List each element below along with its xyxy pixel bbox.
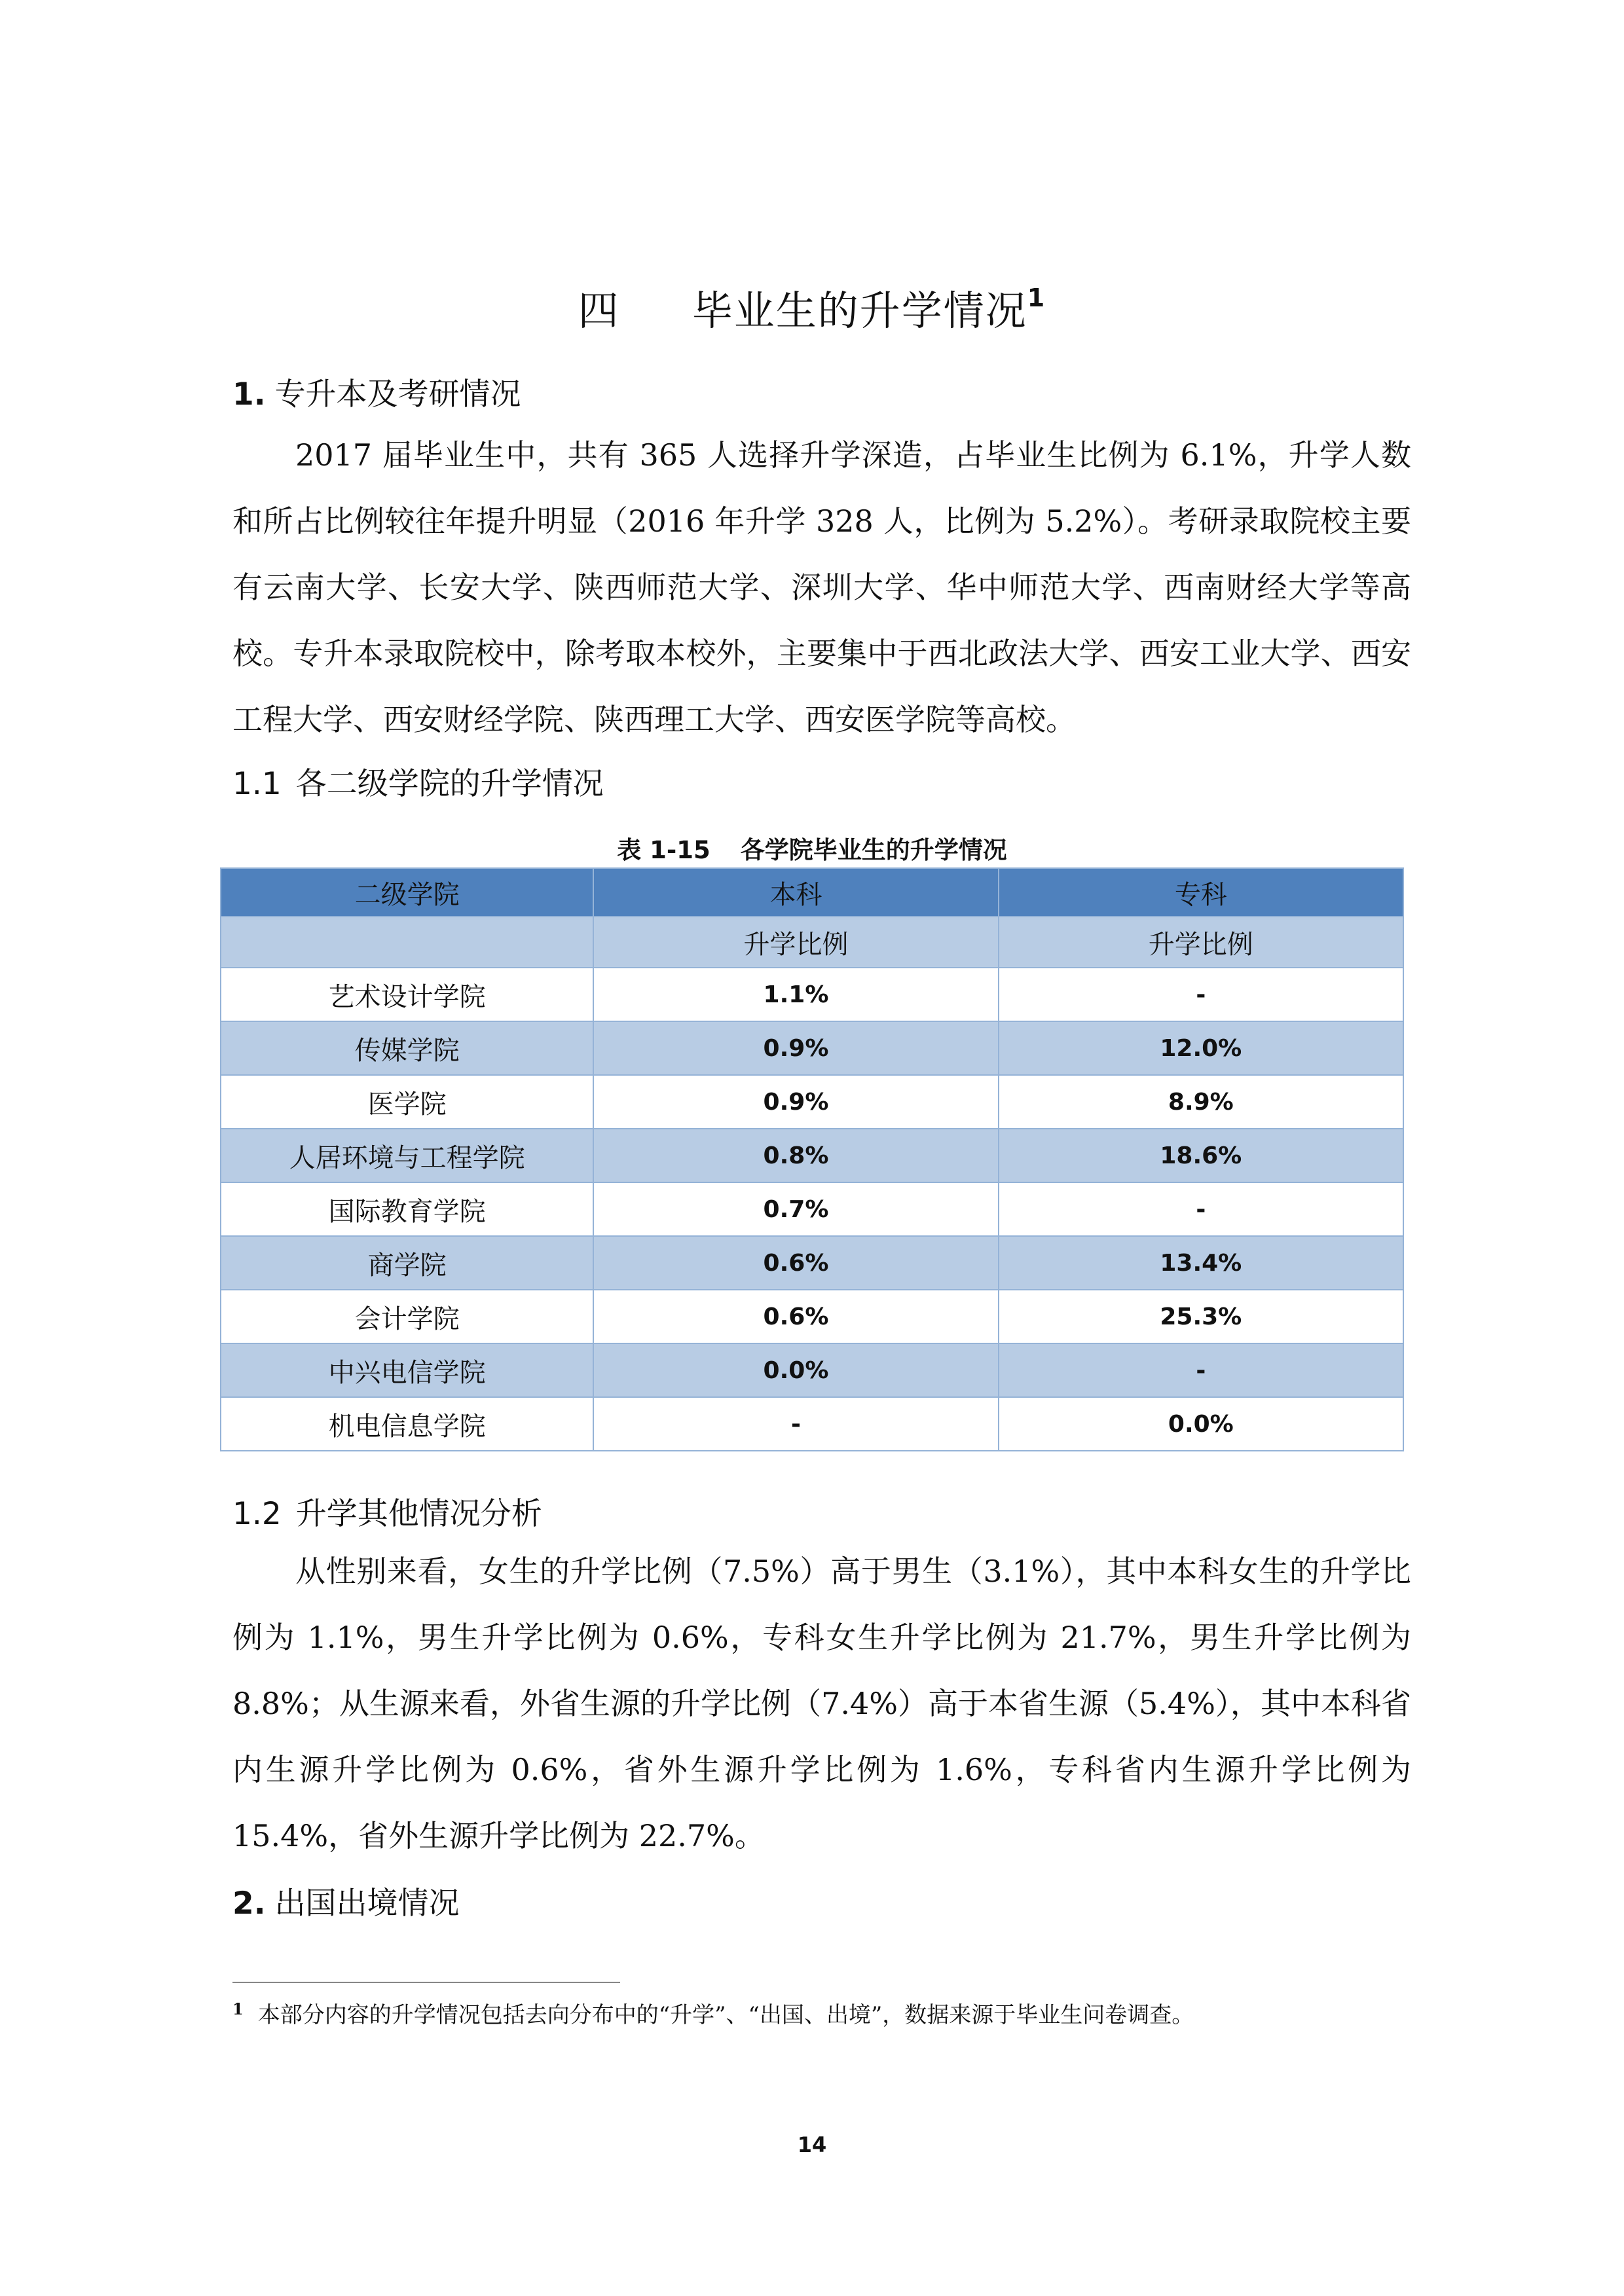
chapter-number: 四 (578, 287, 620, 335)
page-number: 14 (797, 2132, 827, 2157)
subheader-undergrad: 升学比例 (593, 917, 998, 968)
college-name: 中兴电信学院 (221, 1343, 593, 1397)
college-name: 机电信息学院 (221, 1397, 593, 1451)
college-name: 会计学院 (221, 1290, 593, 1343)
undergrad-rate: 1.1% (593, 968, 998, 1021)
section-title: 各二级学院的升学情况 (295, 766, 604, 802)
footnote (232, 1997, 1411, 2029)
section-number: 1. (232, 376, 266, 412)
subheader-junior: 升学比例 (999, 917, 1403, 968)
college-name: 人居环境与工程学院 (221, 1129, 593, 1182)
section-number: 1.2 (232, 1496, 282, 1532)
undergrad-rate: - (593, 1397, 998, 1451)
college-name: 商学院 (221, 1236, 593, 1290)
undergrad-rate: 0.9% (593, 1021, 998, 1075)
chapter-title (0, 278, 1624, 337)
junior-rate: - (999, 1343, 1403, 1397)
college-name: 国际教育学院 (221, 1182, 593, 1236)
junior-rate: 12.0% (999, 1021, 1403, 1075)
table-row (221, 1182, 1403, 1236)
section-title: 升学其他情况分析 (295, 1496, 542, 1532)
section-1-2-paragraph: 从性别来看，女生的升学比例（7.5%）高于男生（3.1%），其中本科女生的升学比例为 1.1%，男生升学比例为 0.6%，专科女生升学比例为 21.7%，男生升学比例为 8.8%；从生源来看，外省生源的升学比例（7.4%）高于本省生源（5.4%），其中本科省内生源升学比例为 0.6%，省外生源升学比例为 1.6%，专科省内生源升学比例为 15.4%，省外生源升学比例为 22.7%。 (232, 1554, 1411, 1853)
table-caption-text: 各学院毕业生的升学情况 (740, 836, 1007, 864)
section-title: 专升本及考研情况 (274, 376, 521, 412)
table-row (221, 1129, 1403, 1182)
undergrad-rate: 0.7% (593, 1182, 998, 1236)
footnote-text: 本部分内容的升学情况包括去向分布中的“升学”、“出国、出境”，数据来源于毕业生问卷调查。 (257, 2002, 1194, 2028)
table-caption (0, 830, 1624, 866)
footnote-separator (232, 1982, 620, 1983)
junior-rate: 25.3% (999, 1290, 1403, 1343)
undergrad-rate: 0.6% (593, 1290, 998, 1343)
table-row (221, 1397, 1403, 1451)
undergrad-rate: 0.8% (593, 1129, 998, 1182)
junior-rate: - (999, 968, 1403, 1021)
table-row (221, 1236, 1403, 1290)
table-row (221, 1290, 1403, 1343)
column-header-junior: 专科 (999, 868, 1403, 917)
subheader-college (221, 917, 593, 968)
table-header-row (221, 868, 1403, 917)
table-row (221, 968, 1403, 1021)
junior-rate: 8.9% (999, 1075, 1403, 1129)
undergrad-rate: 0.6% (593, 1236, 998, 1290)
undergrad-rate: 0.0% (593, 1343, 998, 1397)
junior-rate: 13.4% (999, 1236, 1403, 1290)
section-1-paragraph: 2017 届毕业生中，共有 365 人选择升学深造，占毕业生比例为 6.1%，升学人数和所占比例较往年提升明显（2016 年升学 328 人，比例为 5.2%）。考研录取院校主要有云南大学、长安大学、陕西师范大学、深圳大学、华中师范大学、西南财经大学等高校。专升本录取院校中，除考取本校外，主要集中于西北政法大学、西安工业大学、西安工程大学、西安财经学院、陕西理工大学、西安医学院等高校。 (232, 437, 1411, 737)
chapter-title-text: 毕业生的升学情况 (692, 287, 1027, 335)
section-heading-2 (232, 1879, 460, 1923)
college-name: 传媒学院 (221, 1021, 593, 1075)
undergrad-rate: 0.9% (593, 1075, 998, 1129)
table-row (221, 1021, 1403, 1075)
college-name: 艺术设计学院 (221, 968, 593, 1021)
section-heading-1-1 (232, 759, 604, 803)
college-further-study-table (220, 867, 1404, 1451)
table-caption-number: 表 1-15 (617, 836, 710, 864)
junior-rate: 0.0% (999, 1397, 1403, 1451)
column-header-college: 二级学院 (221, 868, 593, 917)
section-heading-1-2 (232, 1489, 542, 1533)
table-row (221, 1343, 1403, 1397)
section-title: 出国出境情况 (274, 1886, 460, 1922)
column-header-undergrad: 本科 (593, 868, 998, 917)
section-number: 2. (232, 1886, 266, 1922)
section-heading-1 (232, 370, 521, 414)
college-name: 医学院 (221, 1075, 593, 1129)
table-row (221, 1075, 1403, 1129)
table-subheader-row (221, 917, 1403, 968)
footnote-reference[interactable]: 1 (1027, 283, 1046, 312)
footnote-mark: 1 (232, 1999, 244, 2018)
junior-rate: - (999, 1182, 1403, 1236)
junior-rate: 18.6% (999, 1129, 1403, 1182)
section-number: 1.1 (232, 766, 282, 802)
